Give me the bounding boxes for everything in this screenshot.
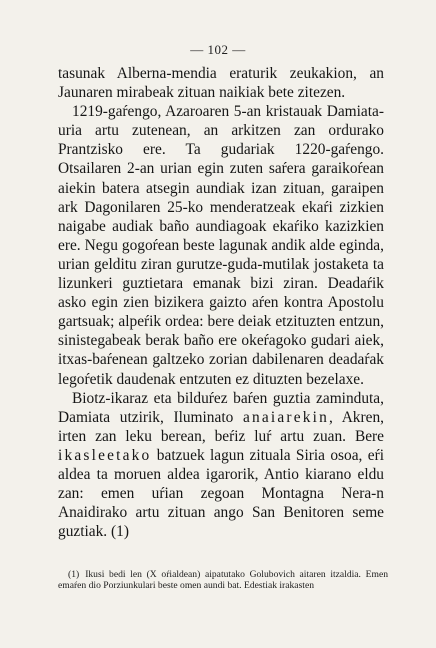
paragraph-text: tasunak Alberna-mendia eraturik zeukakion, an Jaunaren mirabeak zituan naikiak bete zitezen. bbox=[58, 65, 384, 102]
paragraph-text: , Akren, irten zan leku berean, beŕiz luŕ artu zuan. Bere bbox=[58, 408, 385, 445]
spaced-word: anaiarekin bbox=[242, 408, 330, 426]
main-text bbox=[58, 64, 384, 541]
paragraph-text: Biotz-ikaraz eta bilduŕez baŕen guztia zaminduta, Damiata utzirik, Iluminato bbox=[58, 389, 384, 426]
paragraph bbox=[58, 389, 384, 542]
footnote-mark: (1) bbox=[68, 569, 80, 580]
paragraph bbox=[58, 102, 384, 388]
footnote-text: Ikusi bedi len (X oŕialdean) aipatutako Golubovich aitaren itzaldia. Emen emaŕen dio Porziunkulari beste omen aundi bat. Edestiak irakasten bbox=[58, 569, 388, 592]
footnote bbox=[58, 569, 388, 592]
paragraph bbox=[58, 64, 384, 102]
spaced-word: ikasleetako bbox=[58, 446, 152, 464]
paragraph-text: batzuek lagun zituala Siria osoa, eŕi aldea ta moruen aldea igarorik, Antio kiarano eldu zan: emen uŕian zegoan Montagna Nera-n Anaidirako artu zituan ango San Benitoren seme guztiak. (1) bbox=[58, 446, 384, 541]
paragraph-text: 1219-gaŕengo, Azaroaren 5-an kristauak Damiata-uria artu zutenean, an arkitzen zan ordurako Prantzisko ere. Ta gudariak 1220-gaŕengo. Otsailaren 2-an urian egin zuten saŕera garaikoŕean aiekin batera atsegin aundiak izan zituan, garaipen ark Dagonilaren 25-ko menderatzeak ekaŕi zizkien naigabe audiak baño aundiagoak ekaŕiko kazizkien ere. Negu gogoŕean beste lagunak andik alde eginda, urian gelditu ziran gurutze-guda-mutilak jostaketa ta lizunkeri guztietara emanak bizi ziran. Deadaŕik asko egin zien bizikera gaizto aŕen kontra Apostolu gartsuak; alpeŕik ordea: bere deiak etzituzten entzun, sinistegabeak berak baño ere okeŕagoko gudari aiek, itxas-baŕenean galtzeko zorian dabilenaren deadaŕak legoŕetik daudenak entzuten ez dituzten bezelaxe. bbox=[58, 103, 384, 388]
page-number: — 102 — bbox=[190, 42, 246, 57]
